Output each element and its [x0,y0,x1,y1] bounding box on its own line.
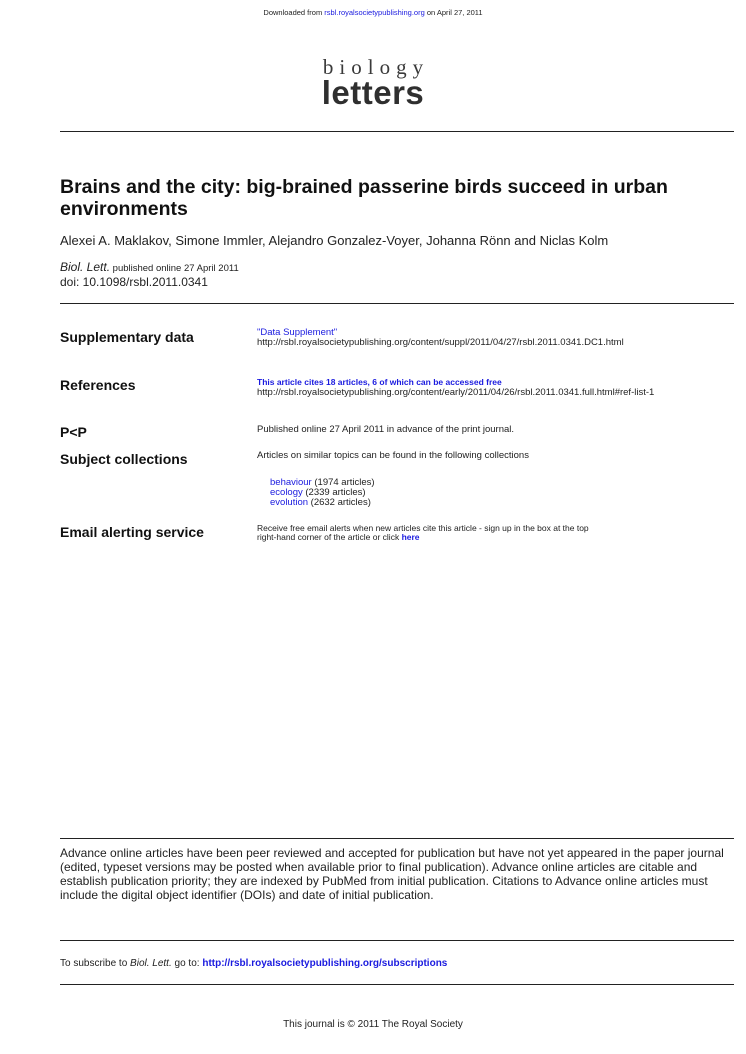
doi: doi: 10.1098/rsbl.2011.0341 [60,275,208,289]
download-suffix: on April 27, 2011 [426,8,483,17]
pp-text: Published online 27 April 2011 in advance of the print journal. [257,424,515,435]
divider [60,303,734,304]
subject-collections-label: Subject collections [60,451,188,467]
collection-behaviour-link[interactable]: behaviour [270,477,312,488]
collection-list [270,478,375,508]
divider [60,838,734,839]
collection-ecology-link[interactable]: ecology [270,487,303,498]
download-site-link[interactable]: rsbl.royalsocietypublishing.org [324,8,425,17]
subscribe-mid: go to: [174,958,200,969]
references-url[interactable]: http://rsbl.royalsocietypublishing.org/content/early/2011/04/26/rsbl.2011.0341.full.html#ref-list-1 [257,387,655,398]
references-link[interactable]: This article cites 18 articles, 6 of which can be accessed free [257,377,502,387]
download-notice [0,8,746,17]
copyright: This journal is © 2011 The Royal Society [283,1019,463,1030]
divider [60,131,734,132]
collection-evolution-link[interactable]: evolution [270,497,309,508]
divider [60,984,734,985]
email-alert-text: Receive free email alerts when new articles cite this article - sign up in the box at the top [257,523,589,533]
email-alert-here-link[interactable]: here [401,532,420,542]
subject-collections-text: Articles on similar topics can be found in the following collections [257,450,529,461]
supplementary-label: Supplementary data [60,329,194,345]
subscribe-line [60,958,447,969]
pp-label: P<P [60,424,87,440]
supplementary-content [257,328,737,348]
supplementary-url[interactable]: http://rsbl.royalsocietypublishing.org/content/suppl/2011/04/27/rsbl.2011.0341.DC1.html [257,337,624,348]
divider [60,940,734,941]
article-title: Brains and the city: big-brained passerine birds succeed in urban environments [60,176,668,220]
email-alert-text-2: right-hand corner of the article or click [257,532,400,542]
journal-logo [0,55,746,111]
logo-word-letters: letters [321,74,425,111]
logo-word-biology: biology [322,55,430,79]
references-content [257,377,737,398]
collection-count: (2339 articles) [305,487,366,498]
email-alert-label: Email alerting service [60,524,204,540]
collection-count: (2632 articles) [310,497,371,508]
data-supplement-link[interactable]: "Data Supplement" [257,327,338,338]
journal-name: Biol. Lett. [60,260,111,274]
download-prefix: Downloaded from [263,8,323,17]
collection-count: (1974 articles) [314,477,375,488]
subscribe-prefix: To subscribe to [60,958,128,969]
publication-line [60,260,239,274]
published-date: published online 27 April 2011 [112,263,239,274]
list-item [270,498,375,508]
subscribe-link[interactable]: http://rsbl.royalsocietypublishing.org/subscriptions [202,958,448,969]
subscribe-journal: Biol. Lett. [130,958,172,969]
references-label: References [60,377,136,393]
advance-online-note: Advance online articles have been peer reviewed and accepted for publication but have not yet appeared in the paper journal (edited, typeset versions may be posted when available prior to final publication). Advance online articles are citable and establish publication priority; they are indexed by PubMed from initial publication. Citations to Advance online articles must include the digital object identifier (DOIs) and date of initial publication. [60,846,724,902]
email-alert-content [257,524,737,542]
article-authors: Alexei A. Maklakov, Simone Immler, Alejandro Gonzalez-Voyer, Johanna Rönn and Niclas Kolm [60,233,609,248]
